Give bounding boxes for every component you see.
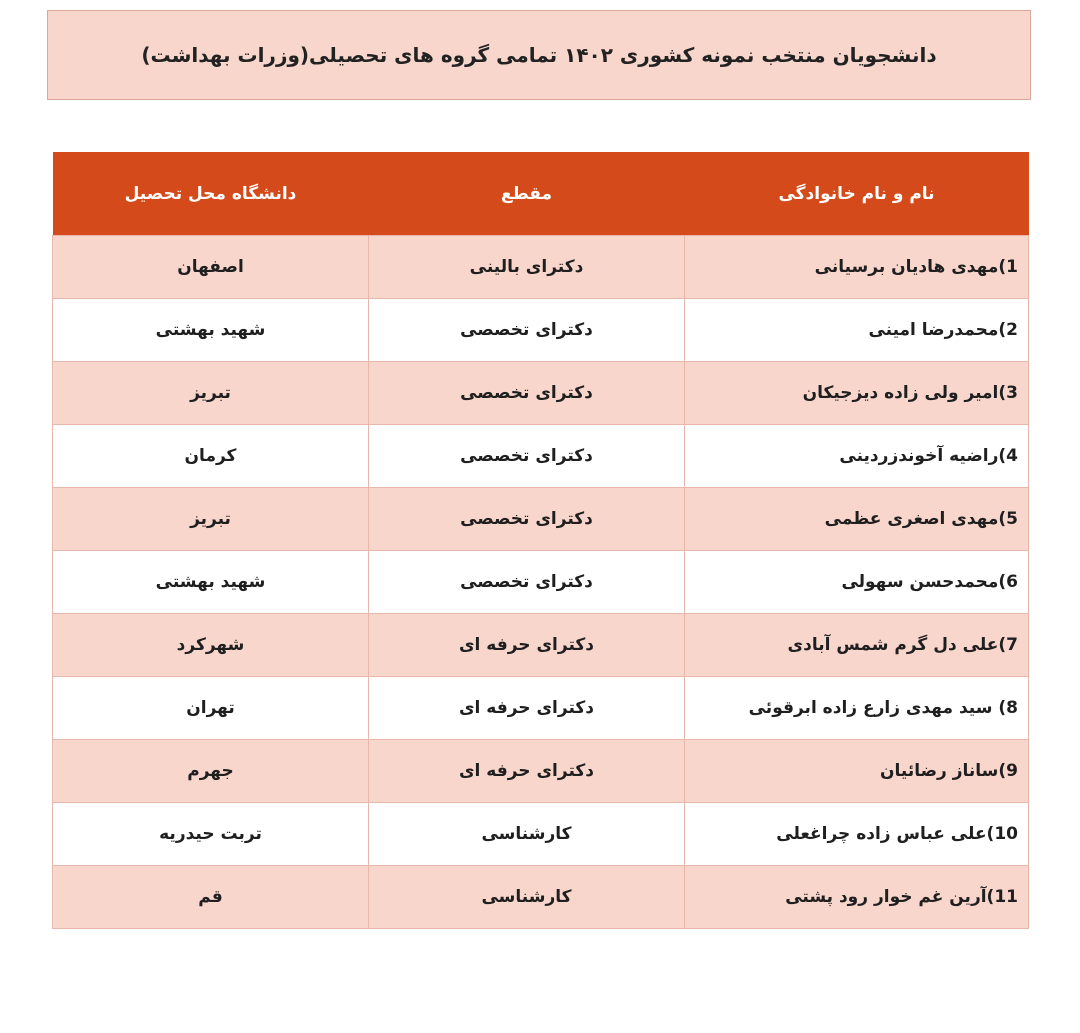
student-name: 4)راضیه آخوندزردینی bbox=[685, 425, 1029, 488]
header-degree: مقطع bbox=[369, 152, 685, 236]
degree: کارشناسی bbox=[369, 866, 685, 929]
student-name: 10)علی عباس زاده چراغعلی bbox=[685, 803, 1029, 866]
university: اصفهان bbox=[53, 236, 369, 299]
degree: دکترای تخصصی bbox=[369, 425, 685, 488]
degree: دکترای تخصصی bbox=[369, 362, 685, 425]
table-row bbox=[53, 866, 1029, 929]
table-row bbox=[53, 740, 1029, 803]
degree: دکترای تخصصی bbox=[369, 488, 685, 551]
table-header-row bbox=[53, 152, 1029, 236]
table-row bbox=[53, 425, 1029, 488]
university: تهران bbox=[53, 677, 369, 740]
student-name: 2)محمدرضا امینی bbox=[685, 299, 1029, 362]
university: شهید بهشتی bbox=[53, 551, 369, 614]
header-university: دانشگاه محل تحصیل bbox=[53, 152, 369, 236]
degree: دکترای حرفه ای bbox=[369, 740, 685, 803]
student-name: 7)علی دل گرم شمس آبادی bbox=[685, 614, 1029, 677]
header-name: نام و نام خانوادگی bbox=[685, 152, 1029, 236]
student-name: 5)مهدی اصغری عظمی bbox=[685, 488, 1029, 551]
student-name: 3)امیر ولی زاده دیزجیکان bbox=[685, 362, 1029, 425]
university: کرمان bbox=[53, 425, 369, 488]
degree: کارشناسی bbox=[369, 803, 685, 866]
university: تبریز bbox=[53, 488, 369, 551]
university: جهرم bbox=[53, 740, 369, 803]
university: تربت حیدریه bbox=[53, 803, 369, 866]
page-title: دانشجویان منتخب نمونه کشوری ۱۴۰۲ تمامی گروه های تحصیلی(وزرات بهداشت) bbox=[141, 43, 937, 67]
student-name: 9)ساناز رضائیان bbox=[685, 740, 1029, 803]
degree: دکترای تخصصی bbox=[369, 299, 685, 362]
student-name: 11)آرین غم خوار رود پشتی bbox=[685, 866, 1029, 929]
table-row bbox=[53, 551, 1029, 614]
table-row bbox=[53, 803, 1029, 866]
degree: دکترای حرفه ای bbox=[369, 677, 685, 740]
student-name: 1)مهدی هادیان برسیانی bbox=[685, 236, 1029, 299]
table-row bbox=[53, 299, 1029, 362]
degree: دکترای حرفه ای bbox=[369, 614, 685, 677]
university: شهرکرد bbox=[53, 614, 369, 677]
university: قم bbox=[53, 866, 369, 929]
degree: دکترای بالینی bbox=[369, 236, 685, 299]
degree: دکترای تخصصی bbox=[369, 551, 685, 614]
students-table bbox=[52, 152, 1029, 929]
table-row bbox=[53, 614, 1029, 677]
student-name: 6)محمدحسن سهولی bbox=[685, 551, 1029, 614]
university: شهید بهشتی bbox=[53, 299, 369, 362]
table-row bbox=[53, 236, 1029, 299]
table-row bbox=[53, 362, 1029, 425]
university: تبریز bbox=[53, 362, 369, 425]
title-banner bbox=[47, 10, 1031, 100]
student-name: 8) سید مهدی زارع زاده ابرقوئی bbox=[685, 677, 1029, 740]
table-row bbox=[53, 488, 1029, 551]
table-row bbox=[53, 677, 1029, 740]
